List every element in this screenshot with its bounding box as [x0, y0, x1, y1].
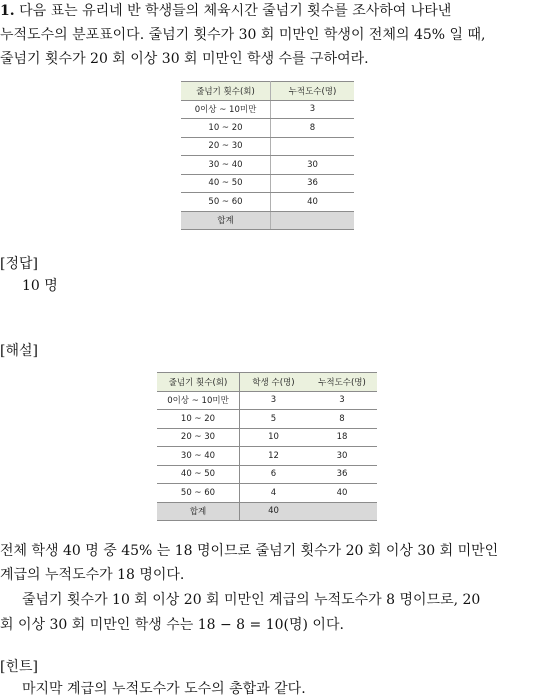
table-header-row: [157, 373, 377, 392]
table-row: [157, 484, 377, 503]
table-row: [157, 391, 377, 410]
header-count-range: 줄넘기 횟수(회): [157, 373, 240, 392]
problem-line-2: 누적도수의 분포표이다. 줄넘기 횟수가 30 회 미만인 학생이 전체의 45% 일 때,: [0, 27, 486, 43]
problem-number: 1.: [0, 3, 15, 19]
table-total-row: [181, 211, 354, 230]
problem-text-1: 다음 표는 유리네 반 학생들의 체육시간 줄넘기 횟수를 조사하여 나타낸: [19, 3, 452, 19]
cell-students: 10: [240, 428, 308, 447]
answer-label: [정답]: [0, 256, 38, 272]
cell-range: 30 ~ 40: [157, 447, 240, 466]
table-row: [157, 447, 377, 466]
solution-text-3: 줄넘기 횟수가 10 회 이상 20 회 미만인 계급의 누적도수가 8 명이므로, 20: [22, 592, 481, 608]
solution-text-4: 회 이상 30 회 미만인 학생 수는 18 − 8 = 10(명) 이다.: [0, 617, 344, 633]
cell-students: 5: [240, 410, 308, 429]
header-cumulative: 누적도수(명): [271, 82, 355, 101]
table-row: [181, 156, 354, 175]
cell-range: 50 ~ 60: [157, 484, 240, 503]
cell-total-students: 40: [240, 502, 308, 521]
cell-cumulative: 40: [271, 193, 355, 212]
table-row: [157, 410, 377, 429]
header-students: 학생 수(명): [240, 373, 308, 392]
cell-students: 3: [240, 391, 308, 410]
table-row: [181, 174, 354, 193]
cell-cumulative: 36: [307, 465, 377, 484]
cell-total-label: 합계: [181, 211, 271, 230]
cell-cumulative: 40: [307, 484, 377, 503]
cell-range: 20 ~ 30: [181, 137, 271, 156]
cell-range: 30 ~ 40: [181, 156, 271, 175]
cell-range: 10 ~ 20: [181, 119, 271, 138]
cell-students: 4: [240, 484, 308, 503]
cell-total-cumulative: [307, 502, 377, 521]
table-header-row: [181, 82, 354, 101]
cell-students: 6: [240, 465, 308, 484]
cell-cumulative: 8: [271, 119, 355, 138]
cell-cumulative: 8: [307, 410, 377, 429]
problem-line-1: [0, 2, 451, 20]
cell-range: 0이상 ~ 10미만: [181, 100, 271, 119]
table-row: [181, 193, 354, 212]
table-row: [181, 100, 354, 119]
cell-range: 20 ~ 30: [157, 428, 240, 447]
table-row: [181, 137, 354, 156]
cell-students: 12: [240, 447, 308, 466]
cell-cumulative: [271, 137, 355, 156]
header-cumulative: 누적도수(명): [307, 373, 377, 392]
table-total-row: [157, 502, 377, 521]
solution-text-2: 계급의 누적도수가 18 명이다.: [0, 567, 185, 583]
cell-cumulative: 30: [271, 156, 355, 175]
solution-label: [해설]: [0, 343, 38, 359]
problem-line-3: 줄넘기 횟수가 20 회 이상 30 회 미만인 학생 수를 구하여라.: [0, 51, 369, 67]
table-row: [157, 428, 377, 447]
cell-range: 0이상 ~ 10미만: [157, 391, 240, 410]
cell-range: 40 ~ 50: [181, 174, 271, 193]
answer-value: 10 명: [22, 278, 58, 294]
table-row: [157, 465, 377, 484]
cell-range: 10 ~ 20: [157, 410, 240, 429]
cell-range: 50 ~ 60: [181, 193, 271, 212]
table-row: [181, 119, 354, 138]
cell-cumulative: 30: [307, 447, 377, 466]
cell-cumulative: 3: [271, 100, 355, 119]
cell-cumulative: 18: [307, 428, 377, 447]
header-count-range: 줄넘기 횟수(회): [181, 82, 271, 101]
cell-range: 40 ~ 50: [157, 465, 240, 484]
solution-frequency-table: [157, 372, 377, 521]
solution-text-1: 전체 학생 40 명 중 45% 는 18 명이므로 줄넘기 횟수가 20 회 이상 30 회 미만인: [0, 543, 499, 559]
cell-total-label: 합계: [157, 502, 240, 521]
cell-total-value: [271, 211, 355, 230]
hint-text: 마지막 계급의 누적도수가 도수의 총합과 같다.: [22, 681, 306, 697]
cell-cumulative: 3: [307, 391, 377, 410]
cell-cumulative: 36: [271, 174, 355, 193]
cumulative-frequency-table: [181, 81, 354, 230]
hint-label: [힌트]: [0, 659, 38, 675]
